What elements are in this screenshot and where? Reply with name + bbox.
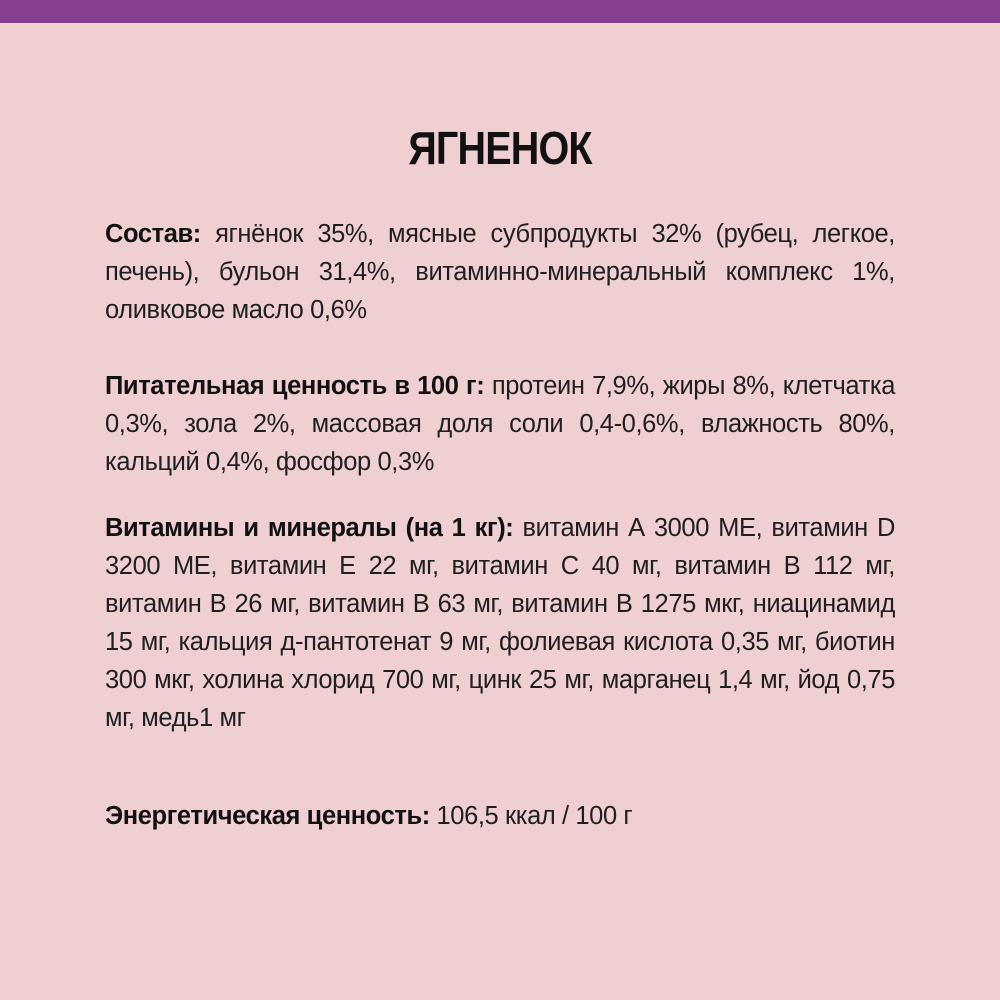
- energy-section: [105, 797, 895, 835]
- vitamins-label: Витамины и минералы (на 1 кг):: [105, 514, 514, 542]
- vitamins-section: [105, 509, 895, 737]
- nutrition-section: [105, 367, 895, 481]
- nutrition-text: протеин 7,9%, жиры 8%, клетчатка 0,3%, зола 2%, массовая доля соли 0,4-0,6%, влажность 80%, кальций 0,4%, фосфор 0,3%: [105, 372, 895, 476]
- nutrition-label: Питательная ценность в 100 г:: [105, 372, 485, 400]
- composition-label: Состав:: [105, 220, 201, 248]
- composition-section: [105, 215, 895, 329]
- top-accent-bar: [0, 0, 1000, 23]
- energy-text: 106,5 ккал / 100 г: [429, 802, 633, 830]
- composition-text: ягнёнок 35%, мясные субпродукты 32% (рубец, легкое, печень), бульон 31,4%, витаминно-минеральный комплекс 1%, оливковое масло 0,6%: [105, 220, 895, 324]
- vitamins-text: витамин А 3000 МЕ, витамин D 3200 МЕ, витамин Е 22 мг, витамин С 40 мг, витамин В 112 мг, витамин В 26 мг, витамин В 63 мг, витамин В 1275 мкг, ниацинамид 15 мг, кальция д-пантотенат 9 мг, фолиевая кислота 0,35 мг, биотин 300 мкг, холина хлорид 700 мг, цинк 25 мг, марганец 1,4 мг, йод 0,75 мг, медь1 мг: [105, 514, 896, 732]
- energy-label: Энергетическая ценность:: [105, 802, 430, 830]
- page-title: ЯГНЕНОК: [408, 121, 592, 174]
